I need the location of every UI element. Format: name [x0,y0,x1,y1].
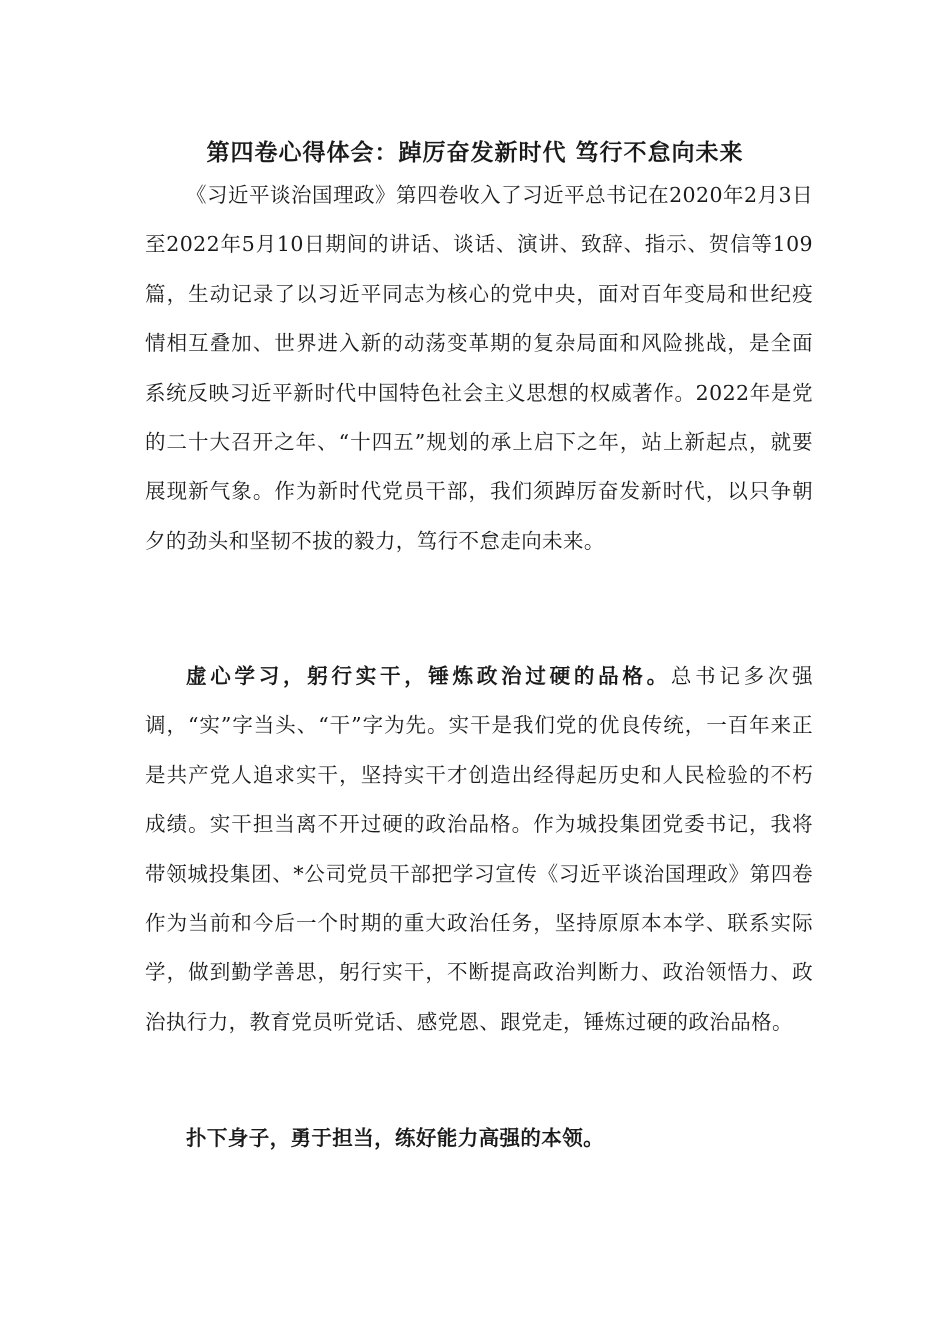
paragraph-lead: 扑下身子，勇于担当，练好能力高强的本领。 [186,1126,604,1150]
paragraph-responsibility [145,1114,813,1163]
paragraph-lead: 虚心学习，躬行实干，锤炼政治过硬的品格。 [186,664,671,688]
document-title: 第四卷心得体会：踔厉奋发新时代 笃行不怠向未来 [206,139,744,166]
paragraph-intro [145,171,813,566]
paragraph-body: 总书记多次强调，“实”字当头、“干”字为先。实干是我们党的优良传统，一百年来正是共产党人追求实干，坚持实干才创造出经得起历史和人民检验的不朽成绩。实干担当离不开过硬的政治品格。作为城投集团党委书记，我将带领城投集团、*公司党员干部把学习宣传《习近平谈治国理政》第四卷作为当前和今后一个时期的重大政治任务，坚持原原本本学、联系实际学，做到勤学善思，躬行实干，不断提高政治判断力、政治领悟力、政治执行力，教育党员听党话、感党恩、跟党走，锤炼过硬的政治品格。 [145,664,813,1034]
paragraph-study [145,652,813,1047]
paragraph-body: 《习近平谈治国理政》第四卷收入了习近平总书记在2020年2月3日至2022年5月10日期间的讲话、谈话、演讲、致辞、指示、贺信等109篇，生动记录了以习近平同志为核心的党中央，面对百年变局和世纪疫情相互叠加、世界进入新的动荡变革期的复杂局面和风险挑战，是全面系统反映习近平新时代中国特色社会主义思想的权威著作。2022年是党的二十大召开之年、“十四五”规划的承上启下之年，站上新起点，就要展现新气象。作为新时代党员干部，我们须踔厉奋发新时代，以只争朝夕的劲头和坚韧不拔的毅力，笃行不怠走向未来。 [145,183,813,553]
